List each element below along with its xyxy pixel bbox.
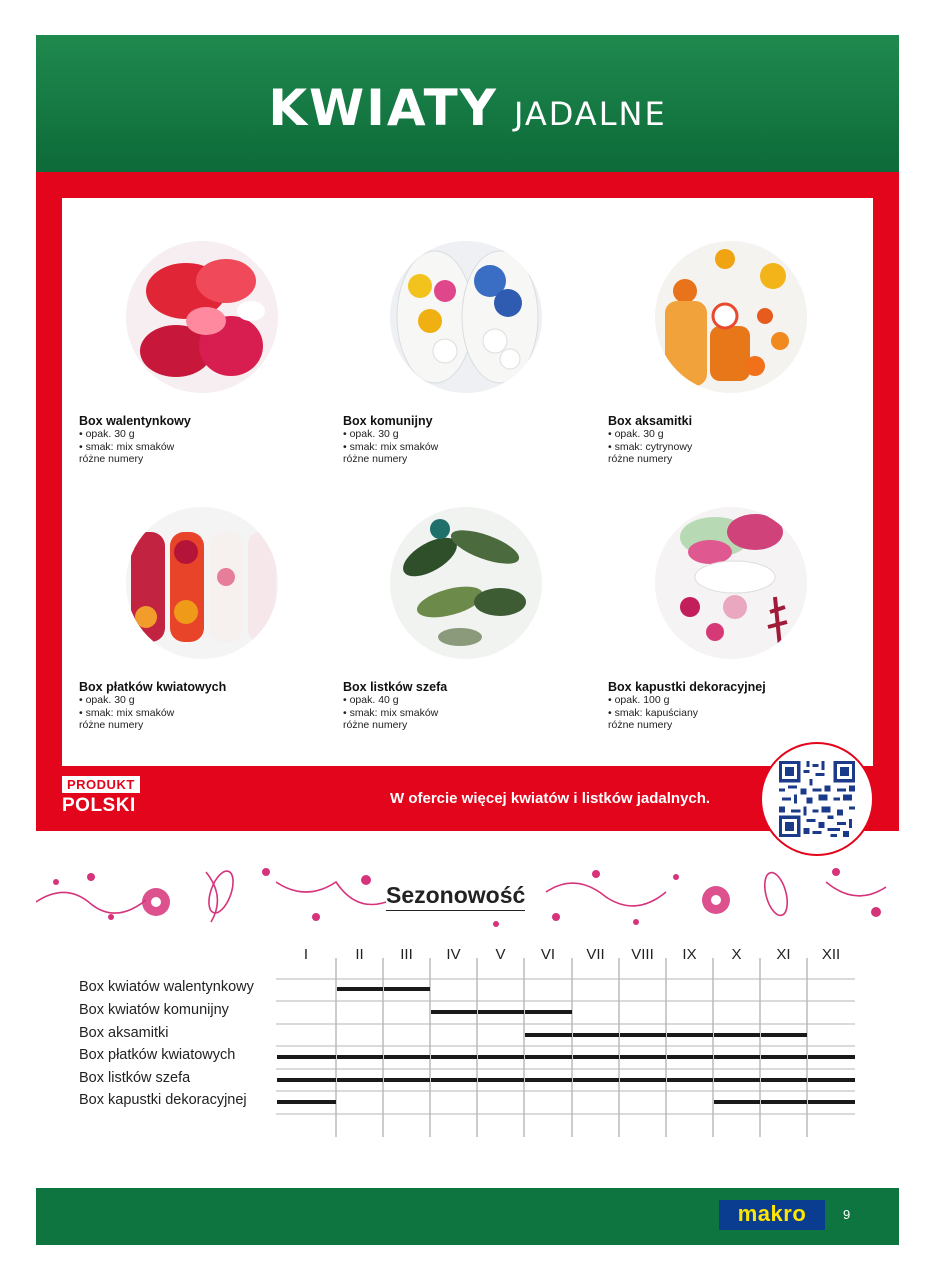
season-bar <box>478 1010 524 1014</box>
season-bar <box>808 1078 855 1082</box>
badge-top: PRODUKT <box>62 776 140 793</box>
season-bar <box>384 1055 430 1059</box>
product-photo <box>390 507 542 659</box>
product-taste: • smak: cytrynowy <box>608 440 693 453</box>
month-label: XII <box>821 946 841 963</box>
title-bold: KWIATY <box>268 78 498 137</box>
offer-text: W ofercie więcej kwiatów i listków jadalnych. <box>390 790 711 807</box>
product-taste: • smak: mix smaków <box>343 440 439 453</box>
season-bar <box>761 1033 807 1037</box>
season-bar <box>431 1078 477 1082</box>
month-label: II <box>355 946 364 963</box>
season-bar <box>667 1033 713 1037</box>
product-variants: różne numery <box>608 719 673 731</box>
product-pack: • opak. 30 g <box>608 428 664 440</box>
product-photo <box>126 241 278 393</box>
title-light: JADALNE <box>513 94 667 133</box>
product-variants: różne numery <box>608 453 673 465</box>
season-bar <box>808 1100 855 1104</box>
season-bar <box>525 1033 572 1037</box>
month-label: IX <box>682 946 697 963</box>
season-bar <box>478 1078 524 1082</box>
product-variants: różne numery <box>343 453 408 465</box>
product-pack: • opak. 40 g <box>343 694 399 706</box>
season-bar <box>573 1055 619 1059</box>
product-name: Box komunijny <box>343 414 433 428</box>
season-bar <box>714 1033 760 1037</box>
product-name: Box aksamitki <box>608 414 693 428</box>
qr-code-icon <box>779 761 855 837</box>
row-label: Box listków szefa <box>79 1070 191 1086</box>
page-header <box>36 35 899 172</box>
season-bar <box>667 1055 713 1059</box>
product-variants: różne numery <box>343 719 408 731</box>
season-bar <box>761 1055 807 1059</box>
season-bar <box>337 987 383 991</box>
season-bar <box>808 1055 855 1059</box>
polish-product-badge <box>62 776 140 817</box>
product-photo <box>655 507 807 659</box>
season-bar <box>714 1078 760 1082</box>
makro-logo <box>719 1200 825 1230</box>
product-card[interactable] <box>79 241 329 466</box>
month-label: IV <box>446 946 461 963</box>
product-taste: • smak: kapuściany <box>608 706 699 719</box>
badge-bottom: POLSKI <box>62 795 136 816</box>
season-bar <box>525 1010 572 1014</box>
product-photo <box>126 507 278 659</box>
product-taste: • smak: mix smaków <box>79 440 175 453</box>
season-bar <box>431 1010 477 1014</box>
product-name: Box kapustki dekoracyjnej <box>608 680 766 694</box>
row-label: Box aksamitki <box>79 1025 169 1041</box>
row-label: Box kwiatów komunijny <box>79 1002 229 1018</box>
season-bar <box>384 1078 430 1082</box>
month-label: X <box>731 946 742 963</box>
product-pack: • opak. 30 g <box>79 428 135 440</box>
month-label: VIII <box>631 946 654 963</box>
seasonality-title: Sezonowość <box>386 880 525 911</box>
season-bar <box>573 1033 619 1037</box>
season-bar <box>525 1055 572 1059</box>
product-photo <box>390 241 542 393</box>
product-name: Box walentynkowy <box>79 414 191 428</box>
product-taste: • smak: mix smaków <box>79 706 175 719</box>
product-taste: • smak: mix smaków <box>343 706 439 719</box>
season-bar <box>337 1078 383 1082</box>
season-bar <box>525 1078 572 1082</box>
qr-code[interactable] <box>760 742 874 856</box>
season-bar <box>667 1078 713 1082</box>
season-bar <box>620 1078 666 1082</box>
season-bar <box>478 1055 524 1059</box>
logo-text: makro <box>737 1201 807 1226</box>
row-label: Box płatków kwiatowych <box>79 1047 236 1063</box>
season-bar <box>714 1100 760 1104</box>
page-number: 9 <box>843 1207 851 1222</box>
product-photo <box>655 241 807 393</box>
month-label: V <box>495 946 506 963</box>
product-name: Box listków szefa <box>343 680 448 694</box>
season-bar <box>714 1055 760 1059</box>
season-bar <box>277 1100 336 1104</box>
product-name: Box płatków kwiatowych <box>79 680 227 694</box>
season-bar <box>620 1055 666 1059</box>
season-bar <box>620 1033 666 1037</box>
product-pack: • opak. 30 g <box>79 694 135 706</box>
page-title <box>268 79 666 137</box>
month-label: I <box>303 946 309 963</box>
row-label: Box kapustki dekoracyjnej <box>79 1092 247 1108</box>
season-bar <box>277 1078 336 1082</box>
season-bar <box>573 1078 619 1082</box>
product-pack: • opak. 30 g <box>343 428 399 440</box>
month-label: III <box>400 946 413 963</box>
product-card[interactable] <box>608 241 858 466</box>
season-bar <box>761 1078 807 1082</box>
month-label: VI <box>540 946 556 963</box>
product-variants: różne numery <box>79 719 144 731</box>
product-variants: różne numery <box>79 453 144 465</box>
month-label: XI <box>776 946 791 963</box>
product-card[interactable] <box>608 507 858 732</box>
product-pack: • opak. 100 g <box>608 694 670 706</box>
season-bar <box>431 1055 477 1059</box>
row-label: Box kwiatów walentynkowy <box>79 979 254 995</box>
season-bar <box>761 1100 807 1104</box>
product-card[interactable] <box>79 507 329 732</box>
month-label: VII <box>586 946 605 963</box>
product-card[interactable] <box>343 241 593 466</box>
season-bar <box>384 987 430 991</box>
product-card[interactable] <box>343 507 593 732</box>
season-bar <box>337 1055 383 1059</box>
season-bar <box>277 1055 336 1059</box>
